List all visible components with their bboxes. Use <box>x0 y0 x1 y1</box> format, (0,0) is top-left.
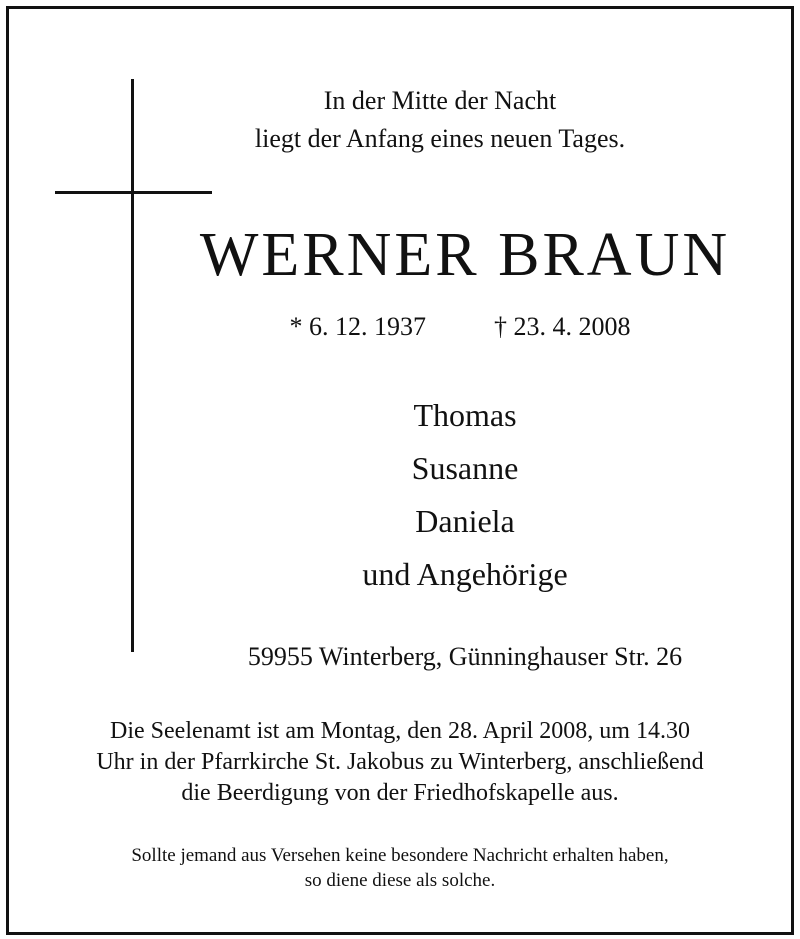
mourners-list <box>230 389 700 601</box>
service-details <box>20 716 780 809</box>
service-line-1: Die Seelenamt ist am Montag, den 28. April 2008, um 14.30 <box>110 718 690 744</box>
mourner-relatives: und Angehörige <box>362 556 568 592</box>
mourner-name: Thomas <box>413 397 517 433</box>
notice-line-1: Sollte jemand aus Versehen keine besondere Nachricht erhalten haben, <box>131 845 669 866</box>
birth-date: * 6. 12. 1937 <box>289 312 426 341</box>
life-dates <box>180 310 740 344</box>
service-line-2: Uhr in der Pfarrkirche St. Jakobus zu Winterberg, anschließend <box>96 749 704 775</box>
notification-note <box>20 843 780 893</box>
mourner-name: Daniela <box>415 503 515 539</box>
notice-line-2: so diene diese als solche. <box>304 870 496 891</box>
cross-vertical-bar <box>131 79 134 652</box>
motto-line-1: In der Mitte der Nacht <box>323 86 557 115</box>
service-line-3: die Beerdigung von der Friedhofskapelle aus. <box>181 780 619 806</box>
motto-line-2: liegt der Anfang eines neuen Tages. <box>254 124 626 153</box>
death-date: † 23. 4. 2008 <box>494 312 631 341</box>
mourner-name: Susanne <box>411 450 519 486</box>
motto <box>180 82 700 158</box>
cross-horizontal-bar <box>55 191 212 194</box>
deceased-name: WERNER BRAUN <box>199 221 731 289</box>
family-address: 59955 Winterberg, Günninghauser Str. 26 <box>247 642 683 671</box>
